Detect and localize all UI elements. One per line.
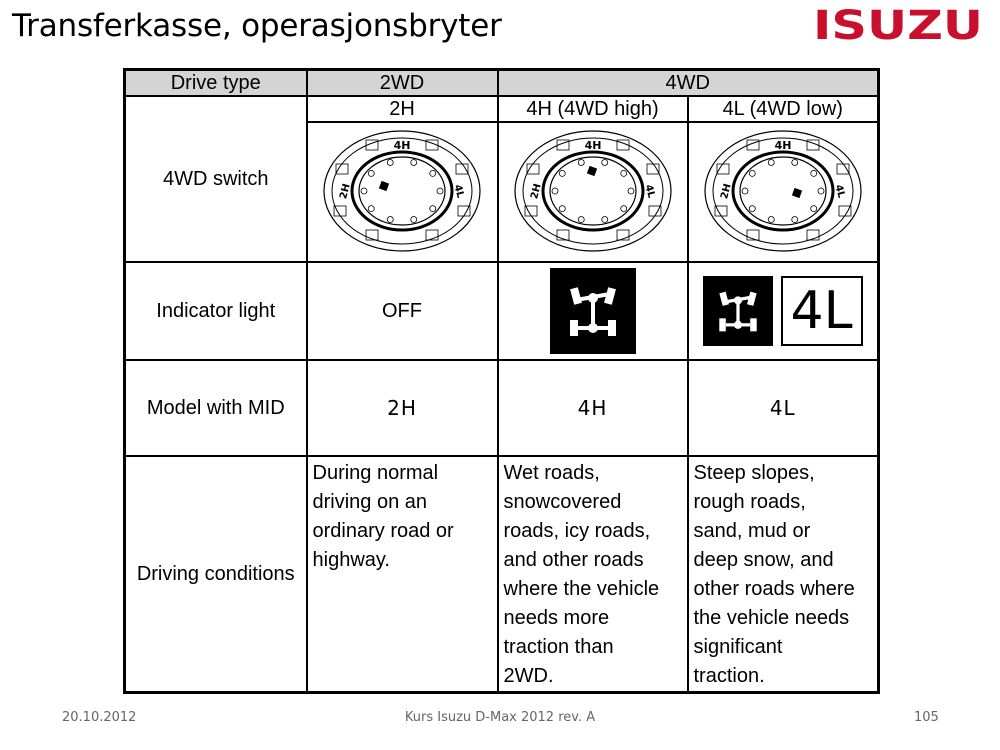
condition-line: needs more xyxy=(503,607,610,629)
svg-text:4L: 4L xyxy=(451,183,466,200)
mode-2h: 2H xyxy=(307,96,498,122)
condition-line: snowcovered xyxy=(503,491,622,513)
switch-cell-4h xyxy=(498,122,688,262)
conditions-2h xyxy=(307,456,498,693)
condition-line: the vehicle needs xyxy=(693,607,850,629)
condition-line: Steep slopes, xyxy=(693,462,815,484)
condition-line: 2WD. xyxy=(503,665,554,687)
mid-value-4l: 4L xyxy=(688,360,879,456)
conditions-row xyxy=(125,456,879,693)
footer-date: 20.10.2012 xyxy=(62,710,137,725)
4wd-switch-dial-icon xyxy=(508,125,678,253)
indicator-row-label: Indicator light xyxy=(125,262,307,360)
mode-4l: 4L (4WD low) xyxy=(688,96,879,122)
svg-text:4H: 4H xyxy=(393,139,411,152)
footer-course: Kurs Isuzu D-Max 2012 rev. A xyxy=(404,710,596,725)
header-drive-type: Drive type xyxy=(125,70,307,97)
drive-mode-table xyxy=(123,68,880,694)
header-row xyxy=(125,70,879,97)
mid-row-label: Model with MID xyxy=(125,360,307,456)
indicator-row xyxy=(125,262,879,360)
indicator-cell-4l xyxy=(688,262,879,360)
4l-indicator-badge: 4L xyxy=(781,276,863,346)
mode-row xyxy=(125,96,879,122)
svg-text:ISUZU: ISUZU xyxy=(813,8,983,44)
mid-value-4h: 4H xyxy=(498,360,688,456)
conditions-4l xyxy=(688,456,879,693)
4wd-indicator-icon xyxy=(703,276,773,346)
4wd-switch-dial-icon xyxy=(698,125,868,253)
svg-text:2H: 2H xyxy=(528,182,544,201)
condition-line: and other roads xyxy=(503,549,644,571)
condition-line: During normal xyxy=(312,462,439,484)
condition-line: where the vehicle xyxy=(503,578,660,600)
condition-line: highway. xyxy=(312,549,390,571)
conditions-row-label: Driving conditions xyxy=(125,456,307,693)
header-2wd: 2WD xyxy=(307,70,498,97)
footer-page-number: 105 xyxy=(914,710,939,725)
condition-line: sand, mud or xyxy=(693,520,811,542)
condition-line: traction. xyxy=(693,665,765,687)
switch-cell-2h xyxy=(307,122,498,262)
condition-line: driving on an xyxy=(312,491,428,513)
condition-line: ordinary road or xyxy=(312,520,454,542)
header-4wd: 4WD xyxy=(498,70,879,97)
condition-line: other roads where xyxy=(693,578,855,600)
mid-row xyxy=(125,360,879,456)
svg-text:4H: 4H xyxy=(774,139,792,152)
condition-line: deep snow, and xyxy=(693,549,834,571)
mid-value-2h: 2H xyxy=(307,360,498,456)
4wd-indicator-icon xyxy=(550,268,636,354)
svg-text:4L: 4L xyxy=(642,183,657,200)
isuzu-logo xyxy=(812,8,984,44)
condition-line: roads, icy roads, xyxy=(503,520,651,542)
condition-line: significant xyxy=(693,636,783,658)
condition-line: traction than xyxy=(503,636,614,658)
svg-text:4L: 4L xyxy=(832,183,847,200)
switch-cell-4l xyxy=(688,122,879,262)
indicator-cell-4h xyxy=(498,262,688,360)
condition-line: Wet roads, xyxy=(503,462,600,484)
4wd-switch-dial-icon xyxy=(317,125,487,253)
mode-4h: 4H (4WD high) xyxy=(498,96,688,122)
conditions-4h xyxy=(498,456,688,693)
svg-text:2H: 2H xyxy=(718,182,734,201)
condition-line: rough roads, xyxy=(693,491,806,513)
svg-text:4H: 4H xyxy=(584,139,601,152)
svg-text:2H: 2H xyxy=(338,182,353,201)
slide-title: Transferkasse, operasjonsbryter xyxy=(12,8,502,44)
indicator-off: OFF xyxy=(307,262,498,360)
switch-row-label: 4WD switch xyxy=(125,96,307,262)
